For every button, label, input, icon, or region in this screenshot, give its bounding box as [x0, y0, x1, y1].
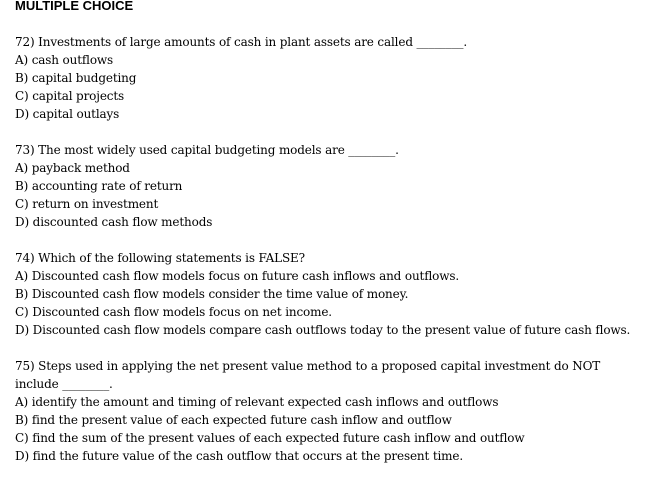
answer-option-d: D) Discounted cash flow models compare cash outflows today to the present value of future cash flows.	[15, 323, 631, 337]
answer-option-d: D) find the future value of the cash outflow that occurs at the present time.	[15, 449, 464, 463]
answer-option-a: A) identify the amount and timing of relevant expected cash inflows and outflows	[15, 395, 499, 409]
question-72	[15, 33, 655, 123]
answer-option-c: C) find the sum of the present values of each expected future cash inflow and outflow	[15, 431, 525, 445]
answer-option-c: C) return on investment	[15, 197, 159, 211]
answer-option-d: D) capital outlays	[15, 107, 120, 121]
answer-option-c: C) capital projects	[15, 89, 125, 103]
answer-option-b: B) Discounted cash flow models consider the time value of money.	[15, 287, 409, 301]
question-stem: 74) Which of the following statements is FALSE?	[15, 251, 305, 265]
answer-option-c: C) Discounted cash flow models focus on net income.	[15, 305, 332, 319]
answer-option-b: B) accounting rate of return	[15, 179, 183, 193]
question-stem: 75) Steps used in applying the net present value method to a proposed capital investment do NOT include ________.	[15, 359, 601, 391]
answer-option-b: B) find the present value of each expected future cash inflow and outflow	[15, 413, 452, 427]
section-heading: MULTIPLE CHOICE	[15, 0, 134, 13]
question-stem: 72) Investments of large amounts of cash in plant assets are called ________.	[15, 35, 467, 49]
answer-option-b: B) capital budgeting	[15, 71, 137, 85]
question-74	[15, 249, 655, 339]
question-stem: 73) The most widely used capital budgeting models are ________.	[15, 143, 399, 157]
answer-option-a: A) Discounted cash flow models focus on future cash inflows and outflows.	[15, 269, 460, 283]
question-75	[15, 357, 655, 465]
answer-option-a: A) payback method	[15, 161, 130, 175]
answer-option-d: D) discounted cash flow methods	[15, 215, 213, 229]
question-73	[15, 141, 655, 231]
answer-option-a: A) cash outflows	[15, 53, 114, 67]
